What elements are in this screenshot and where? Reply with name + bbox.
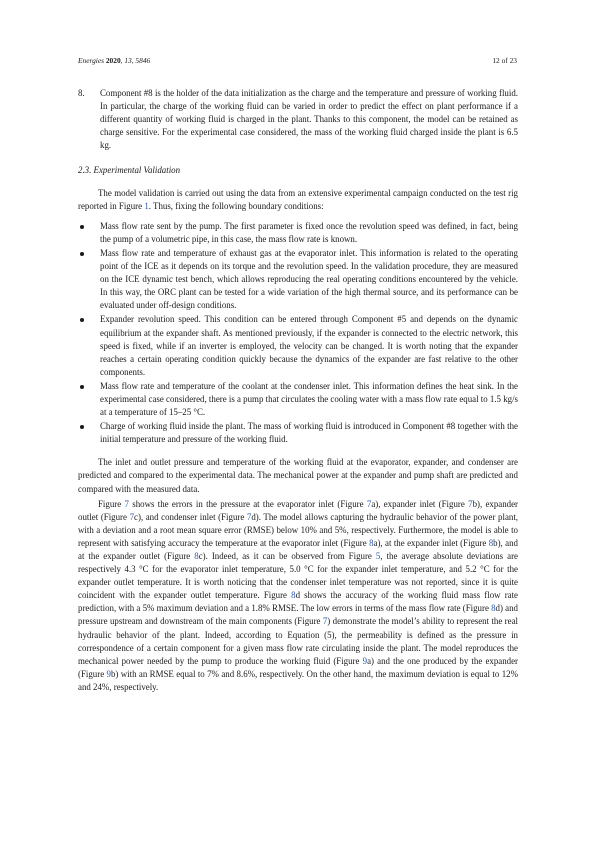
figure-link[interactable]: 7: [468, 498, 473, 509]
figure-link[interactable]: 8: [194, 551, 199, 561]
text-run: d shows the accuracy of the working fluid mass flow rate prediction, with a 5% maximum deviation and a 1.8% RMSE. The low errors in terms of the mass flow rate (Figure: [78, 590, 518, 614]
figure-link[interactable]: 7: [246, 511, 252, 522]
text-run: d) and pressure upstream and downstream of the main components (Figure: [78, 603, 518, 627]
journal-citation: [78, 56, 150, 65]
journal-year: 2020: [105, 56, 121, 65]
journal-volume: , 13, 5846: [120, 56, 151, 65]
text-run: , the average absolute deviations are respectively 4.3 °C for the evaporator inlet temperature, 5.0 °C for the expander inlet temperature, and 5.2 °C for the expander outlet temperature. It is worth noticing that the condenser inlet temperature was not reported, since it is quite coincident with the expander outlet temperature. Figure: [78, 551, 518, 601]
figure-link[interactable]: 5: [375, 551, 381, 561]
text-run: a) and the one produced by the expander (Figure: [78, 655, 518, 679]
figure-link[interactable]: 7: [322, 616, 328, 627]
figure-link[interactable]: 8: [488, 537, 494, 548]
list-item: Mass flow rate sent by the pump. The first parameter is fixed once the revolution speed was defined, in fact, being the pump of a volumetric pipe, in this case, the mass flow rate is known.: [78, 220, 518, 246]
text-run: The model validation is carried out using the data from an extensive experimental campaign conducted on the test rig reported in Figure: [78, 187, 518, 211]
figure-link[interactable]: 9: [362, 655, 368, 666]
text-run: a), at the expander inlet (Figure: [373, 537, 489, 548]
list-item: Mass flow rate and temperature of exhaust gas at the evaporator inlet. This information is related to the operating point of the ICE as it depends on its torque and the revolution speed. In the validation procedure, they are measured on the ICE dynamic test bench, which allows reproducing the real operating conditions encountered by the vehicle. In this way, the ORC plant can be tested for a wide variation of the high thermal source, and its performance can be evaluated under off-design conditions.: [78, 247, 518, 312]
running-header: [78, 56, 517, 65]
text-run: c). Indeed, as it can be observed from Figure: [198, 551, 376, 561]
text-run: Figure: [98, 498, 125, 509]
paragraph-intro: [78, 187, 518, 213]
text-run: b), expander outlet (Figure: [78, 498, 519, 522]
item-number: 8.: [78, 88, 85, 98]
text-run: a), expander inlet (Figure: [371, 498, 469, 509]
figure-link[interactable]: 8: [291, 590, 296, 601]
text-run: . Thus, fixing the following boundary conditions:: [148, 200, 324, 211]
text-run: ) demonstrate the model’s ability to represent the real hydraulic behavior of the plant. Indeed, according to Equation (5), the permeability is defined as the pressure in correspondence of a certain component for a given mass flow rate circulating inside the plant. The model reproduces the mechanical power needed by the pump to produce the working fluid (Figure: [78, 616, 518, 666]
figure-link[interactable]: 7: [124, 498, 129, 509]
page-number: 12 of 23: [492, 56, 517, 65]
text-run: b), and at the expander outlet (Figure: [78, 537, 518, 561]
figure-link[interactable]: 9: [106, 668, 111, 679]
text-run: c), and condenser inlet (Figure: [134, 511, 247, 522]
item-text: Component #8 is the holder of the data initialization as the charge and the temperature and pressure of working fluid. In particular, the charge of the working fluid can be varied in order to predict the effect on plant performance if a different quantity of working fluid is charged in the plant. Thanks to this component, the model can be retained as charge sensitive. For the experimental case considered, the mass of the working fluid charged inside the plant is 6.5 kg.: [100, 88, 518, 151]
figure-link[interactable]: 1: [144, 200, 149, 211]
text-run: d). The model allows capturing the hydraulic behavior of the power plant, with a deviation and a root mean square error (RMSE) below 10% and 5%, respectively. Furthermore, the model is able to represent with satisfying accuracy the temperature at the evaporator inlet (Figure: [78, 511, 519, 548]
figure-link[interactable]: 7: [366, 498, 372, 509]
figure-link[interactable]: 8: [491, 603, 496, 614]
list-item: Mass flow rate and temperature of the coolant at the condenser inlet. This information defines the heat sink. In the experimental case considered, there is a pump that circulates the cooling water with a mass flow rate equal to 1.5 kg/s at a temperature of 15–25 °C.: [78, 380, 518, 419]
text-run: b) with an RMSE equal to 7% and 8.6%, respectively. On the other hand, the maximum deviation is equal to 12% and 24%, respectively.: [78, 668, 518, 692]
numbered-item-8: [78, 87, 518, 152]
text-run: shows the errors in the pressure at the evaporator inlet (Figure: [128, 498, 367, 509]
section-heading: 2.3. Experimental Validation: [78, 165, 181, 176]
body-text: [78, 87, 518, 694]
list-item: Expander revolution speed. This condition can be entered through Component #5 and depends on the dynamic equilibrium at the expander shaft. As mentioned previously, if the expander is connected to the electric network, this speed is fixed, while if an inverter is employed, the velocity can be changed. It is worth noting that the expander reaches a certain operating condition quickly because the dynamics of the expander are fast relative to the other components.: [78, 313, 518, 378]
figure-link[interactable]: 7: [129, 511, 135, 522]
figure-link[interactable]: 8: [369, 537, 374, 548]
journal-name: Energies: [78, 56, 104, 65]
paragraph-2: The inlet and outlet pressure and temperature of the working fluid at the evaporator, expander, and condenser are predicted and compared to the experimental data. The mechanical power at the expander and pump shaft are predicted and compared with the measured data.: [78, 457, 518, 494]
paragraph-3: [78, 498, 518, 694]
boundary-conditions-list: [78, 220, 518, 447]
list-item: Charge of working fluid inside the plant. The mass of working fluid is introduced in Component #8 together with the initial temperature and pressure of the working fluid.: [78, 420, 518, 446]
